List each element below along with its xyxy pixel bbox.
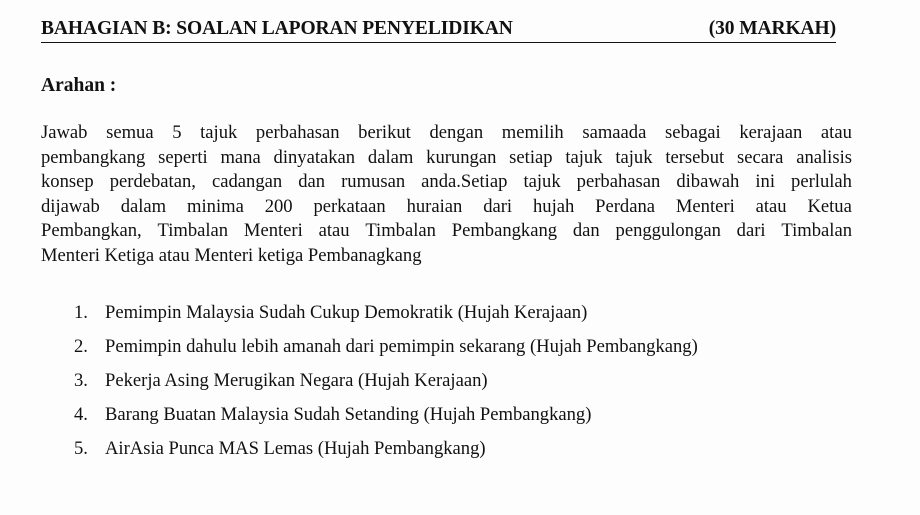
word: 5: [172, 122, 182, 143]
list-item: [74, 370, 698, 404]
word: atau: [755, 195, 787, 217]
word: perbahasan: [576, 171, 661, 193]
word: dijawab: [41, 195, 100, 217]
word: pembangkang: [41, 146, 146, 168]
word: minima: [187, 195, 244, 217]
topic-title: Pemimpin dahulu lebih amanah dari pemimpin sekarang (Hujah Pembangkang): [105, 336, 698, 357]
list-item: [74, 336, 698, 370]
word: dalam: [367, 146, 414, 168]
topic-number: 4.: [74, 404, 88, 425]
word: perbahasan: [255, 122, 340, 143]
instructions-line: [41, 170, 852, 195]
word: secara: [736, 146, 784, 168]
word: berikut: [358, 122, 411, 143]
word: dibawah: [676, 171, 740, 193]
list-item: [74, 302, 698, 336]
word: samaada: [582, 122, 647, 143]
word: dan: [572, 220, 600, 242]
topic-number: 1.: [74, 302, 88, 323]
word: dengan: [429, 122, 484, 143]
word: seperti: [158, 146, 208, 168]
section-title: BAHAGIAN B: SOALAN LAPORAN PENYELIDIKAN: [41, 18, 513, 39]
instructions-line: [41, 146, 852, 171]
word: sebagai: [664, 122, 721, 143]
instructions-paragraph: [41, 121, 852, 269]
word: mana: [220, 146, 261, 168]
word: atau: [318, 220, 350, 242]
word: tajuk: [200, 122, 238, 143]
word: anda.Setiap: [421, 171, 508, 193]
word: tajuk: [565, 146, 603, 168]
marks-label: (30 MARKAH): [708, 18, 836, 39]
word: hujah: [532, 195, 575, 217]
word: semua: [106, 122, 154, 143]
word: kurungan: [426, 146, 497, 168]
instructions-line: [41, 121, 852, 146]
list-item: [74, 404, 698, 438]
topic-title: Pemimpin Malaysia Sudah Cukup Demokratik (Hujah Kerajaan): [105, 302, 588, 323]
word: rumusan: [341, 171, 406, 193]
word: tajuk: [523, 171, 561, 193]
topic-title: Pekerja Asing Merugikan Negara (Hujah Kerajaan): [105, 370, 488, 391]
word: Timbalan: [781, 220, 852, 242]
word: perkataan: [313, 195, 386, 217]
word: Ketua: [807, 195, 852, 217]
topic-title: AirAsia Punca MAS Lemas (Hujah Pembangkang): [105, 438, 486, 459]
instructions-line: [41, 195, 852, 220]
list-item: [74, 438, 698, 472]
word: dari: [736, 220, 766, 242]
word: ini: [755, 171, 775, 193]
topic-title: Barang Buatan Malaysia Sudah Setanding (Hujah Pembangkang): [105, 404, 592, 425]
word: dalam: [120, 195, 167, 217]
word: cadangan: [211, 171, 283, 193]
word: memilih: [501, 122, 564, 143]
word: kerajaan: [739, 122, 803, 143]
word: penggulongan: [615, 220, 721, 242]
word: Timbalan: [157, 220, 229, 242]
word: atau: [820, 122, 852, 143]
word: Jawab: [41, 122, 88, 143]
topic-number: 2.: [74, 336, 88, 357]
word: dinyatakan: [273, 146, 356, 168]
topic-list: [74, 302, 698, 472]
instructions-line: [41, 219, 852, 244]
word: Menteri: [675, 195, 735, 217]
instructions-heading: Arahan :: [41, 75, 117, 96]
word: 200: [264, 195, 293, 217]
word: setiap: [509, 146, 553, 168]
word: perlulah: [791, 171, 852, 193]
word: konsep: [41, 171, 94, 193]
section-header: [41, 18, 836, 43]
word: tersebut: [665, 146, 725, 168]
word: Menteri: [243, 220, 303, 242]
word: perdebatan,: [109, 171, 196, 193]
topic-number: 5.: [74, 438, 88, 459]
word: analisis: [796, 146, 852, 168]
word: huraian: [406, 195, 463, 217]
word: tajuk: [615, 146, 653, 168]
word: Perdana: [595, 195, 656, 217]
instructions-line: Menteri Ketiga atau Menteri ketiga Pembanagkang: [41, 244, 422, 266]
word: Pembangkan,: [41, 220, 142, 242]
word: Pembangkang: [451, 220, 558, 242]
topic-number: 3.: [74, 370, 88, 391]
word: dari: [483, 195, 513, 217]
word: dan: [298, 171, 326, 193]
word: Timbalan: [365, 220, 436, 242]
